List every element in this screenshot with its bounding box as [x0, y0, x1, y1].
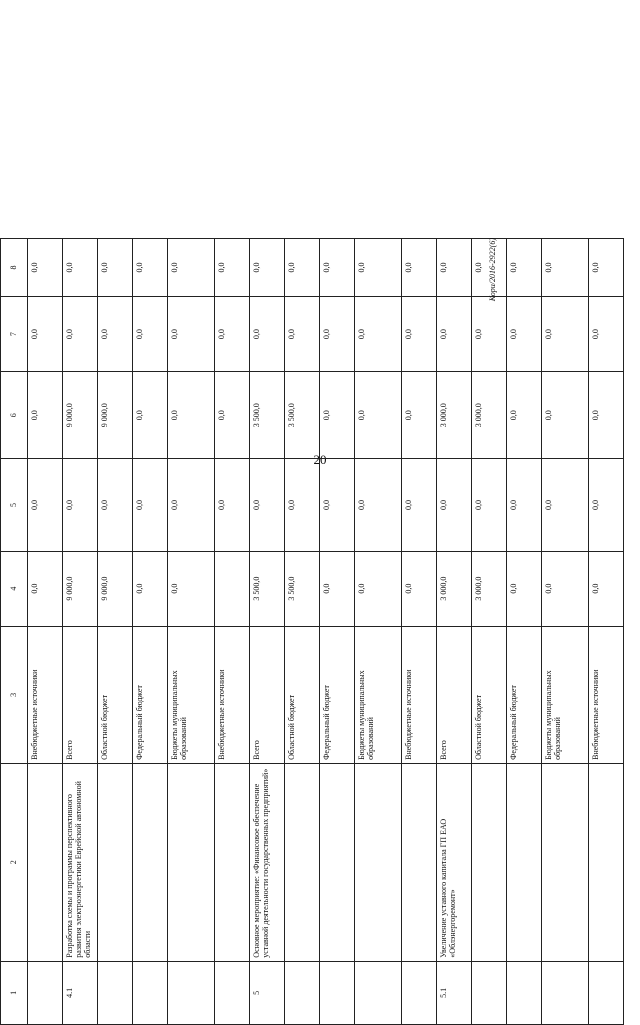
value-cell: 0,0 — [542, 239, 589, 297]
row-number-cell — [589, 961, 624, 1024]
table-row — [542, 239, 589, 1025]
value-cell: 0,0 — [250, 239, 285, 297]
value-cell: 0,0 — [250, 297, 285, 372]
header-cell: 1 — [1, 961, 28, 1024]
value-cell: 0,0 — [168, 297, 215, 372]
table-row — [98, 239, 133, 1025]
value-cell: 0,0 — [133, 551, 168, 626]
table-row — [215, 239, 250, 1025]
activity-name-cell — [98, 763, 133, 961]
table-body — [1, 239, 624, 1025]
value-cell: 0,0 — [507, 297, 542, 372]
header-cell: 6 — [1, 372, 28, 459]
activity-name-cell — [507, 763, 542, 961]
row-number-cell: 5 — [250, 961, 285, 1024]
value-cell: 0,0 — [28, 239, 63, 297]
row-number-cell — [507, 961, 542, 1024]
value-cell: 0,0 — [355, 551, 402, 626]
value-cell: 3 500,0 — [250, 551, 285, 626]
value-cell: 0,0 — [402, 551, 437, 626]
table-row — [437, 239, 472, 1025]
value-cell: 0,0 — [320, 372, 355, 459]
row-number-cell — [168, 961, 215, 1024]
value-cell: 0,0 — [168, 459, 215, 551]
row-number-cell — [98, 961, 133, 1024]
value-cell: 0,0 — [589, 239, 624, 297]
value-cell: 0,0 — [402, 297, 437, 372]
table-row — [355, 239, 402, 1025]
rotated-table-container — [0, 238, 600, 1025]
value-cell: 3 000,0 — [437, 372, 472, 459]
value-cell: 3 000,0 — [472, 372, 507, 459]
value-cell: 0,0 — [133, 372, 168, 459]
value-cell: 0,0 — [402, 459, 437, 551]
row-number-cell — [215, 961, 250, 1024]
table-row — [402, 239, 437, 1025]
table-row — [63, 239, 98, 1025]
table-row — [28, 239, 63, 1025]
value-cell: 0,0 — [402, 372, 437, 459]
value-cell: 0,0 — [285, 459, 320, 551]
page-number: 20 — [313, 452, 327, 467]
value-cell: 3 000,0 — [472, 551, 507, 626]
value-cell: 0,0 — [320, 551, 355, 626]
funding-source-cell: Областной бюджет — [472, 626, 507, 763]
value-cell: 0,0 — [589, 297, 624, 372]
value-cell: 0,0 — [285, 297, 320, 372]
row-number-cell: 5.1 — [437, 961, 472, 1024]
row-number-cell — [285, 961, 320, 1024]
funding-source-cell: Внебюджетные источники — [215, 626, 250, 763]
activity-name-cell — [472, 763, 507, 961]
row-number-cell — [542, 961, 589, 1024]
value-cell: 0,0 — [437, 459, 472, 551]
value-cell: 0,0 — [250, 459, 285, 551]
value-cell: 0,0 — [542, 459, 589, 551]
value-cell: 0,0 — [320, 239, 355, 297]
value-cell: 0,0 — [63, 239, 98, 297]
value-cell: 0,0 — [507, 239, 542, 297]
value-cell: 0,0 — [472, 239, 507, 297]
value-cell: 0,0 — [28, 372, 63, 459]
value-cell: 0,0 — [507, 551, 542, 626]
activity-name-cell — [355, 763, 402, 961]
value-cell: 0,0 — [133, 297, 168, 372]
value-cell: 0,0 — [168, 372, 215, 459]
header-cell: 3 — [1, 626, 28, 763]
value-cell: 0,0 — [355, 297, 402, 372]
funding-source-cell: Внебюджетные источники — [402, 626, 437, 763]
value-cell: 0,0 — [589, 459, 624, 551]
value-cell: 3 000,0 — [437, 551, 472, 626]
value-cell: 3 500,0 — [285, 551, 320, 626]
value-cell: 0,0 — [320, 459, 355, 551]
value-cell: 0,0 — [472, 459, 507, 551]
row-number-cell — [133, 961, 168, 1024]
activity-name-cell — [215, 763, 250, 961]
header-row — [1, 239, 28, 1025]
row-number-cell: 4.1 — [63, 961, 98, 1024]
value-cell: 0,0 — [402, 239, 437, 297]
value-cell: 9 000,0 — [63, 372, 98, 459]
value-cell: 0,0 — [28, 551, 63, 626]
funding-source-cell: Всего — [250, 626, 285, 763]
value-cell: 0,0 — [168, 239, 215, 297]
value-cell: 0,0 — [215, 459, 250, 551]
funding-source-cell: Всего — [63, 626, 98, 763]
funding-source-cell: Федеральный бюджет — [133, 626, 168, 763]
value-cell: 0,0 — [28, 297, 63, 372]
table-row — [507, 239, 542, 1025]
value-cell: 3 500,0 — [250, 372, 285, 459]
table-row — [472, 239, 507, 1025]
value-cell: 9 000,0 — [98, 551, 133, 626]
table-row — [285, 239, 320, 1025]
value-cell: 0,0 — [285, 239, 320, 297]
value-cell: 0,0 — [215, 239, 250, 297]
value-cell: 0,0 — [133, 459, 168, 551]
value-cell: 0,0 — [98, 297, 133, 372]
activity-name-cell: Основное мероприятие: «Финансовое обеспечение уставной деятельности государственных предприятий» — [250, 763, 285, 961]
value-cell: 0,0 — [133, 239, 168, 297]
value-cell: 0,0 — [63, 459, 98, 551]
activity-name-cell — [320, 763, 355, 961]
funding-source-cell: Федеральный бюджет — [507, 626, 542, 763]
value-cell: 9 000,0 — [98, 372, 133, 459]
value-cell: 0,0 — [320, 297, 355, 372]
header-cell: 2 — [1, 763, 28, 961]
table-row — [168, 239, 215, 1025]
value-cell — [215, 551, 250, 626]
value-cell: 0,0 — [542, 372, 589, 459]
value-cell: 0,0 — [589, 551, 624, 626]
funding-source-cell: Областной бюджет — [285, 626, 320, 763]
budget-table — [0, 238, 624, 1025]
header-cell: 5 — [1, 459, 28, 551]
value-cell: 0,0 — [168, 551, 215, 626]
header-cell: 4 — [1, 551, 28, 626]
activity-name-cell: Разработка схемы и программы перспективного развития электроэнергетики Еврейской автономной области — [63, 763, 98, 961]
funding-source-cell: Внебюджетные источники — [28, 626, 63, 763]
value-cell: 0,0 — [355, 459, 402, 551]
value-cell: 0,0 — [437, 239, 472, 297]
table-row — [589, 239, 624, 1025]
value-cell: 9 000,0 — [63, 551, 98, 626]
table-row — [133, 239, 168, 1025]
header-cell: 7 — [1, 297, 28, 372]
row-number-cell — [355, 961, 402, 1024]
funding-source-cell: Бюджеты муниципальных образований — [168, 626, 215, 763]
activity-name-cell — [542, 763, 589, 961]
activity-name-cell — [402, 763, 437, 961]
activity-name-cell — [28, 763, 63, 961]
value-cell: 0,0 — [215, 372, 250, 459]
row-number-cell — [402, 961, 437, 1024]
funding-source-cell: Федеральный бюджет — [320, 626, 355, 763]
funding-source-cell: Областной бюджет — [98, 626, 133, 763]
activity-name-cell: Увеличение уставного капитала ГП ЕАО «Облэнергоремонт» — [437, 763, 472, 961]
value-cell: 0,0 — [98, 239, 133, 297]
activity-name-cell — [133, 763, 168, 961]
value-cell: 0,0 — [472, 297, 507, 372]
value-cell: 0,0 — [355, 372, 402, 459]
table-row — [250, 239, 285, 1025]
value-cell: 0,0 — [542, 297, 589, 372]
header-cell: 8 — [1, 239, 28, 297]
funding-source-cell: Всего — [437, 626, 472, 763]
footer-reference: Кори/2016-2922(6) — [488, 238, 497, 302]
value-cell: 0,0 — [542, 551, 589, 626]
value-cell: 0,0 — [28, 459, 63, 551]
value-cell: 0,0 — [63, 297, 98, 372]
row-number-cell — [320, 961, 355, 1024]
activity-name-cell — [168, 763, 215, 961]
funding-source-cell: Бюджеты муниципальных образований — [542, 626, 589, 763]
value-cell: 0,0 — [98, 459, 133, 551]
value-cell: 3 500,0 — [285, 372, 320, 459]
activity-name-cell — [285, 763, 320, 961]
row-number-cell — [472, 961, 507, 1024]
value-cell: 0,0 — [355, 239, 402, 297]
value-cell: 0,0 — [437, 297, 472, 372]
funding-source-cell: Внебюджетные источники — [589, 626, 624, 763]
value-cell: 0,0 — [507, 372, 542, 459]
value-cell: 0,0 — [215, 297, 250, 372]
row-number-cell — [28, 961, 63, 1024]
table-row — [320, 239, 355, 1025]
value-cell: 0,0 — [507, 459, 542, 551]
funding-source-cell: Бюджеты муниципальных образований — [355, 626, 402, 763]
value-cell: 0,0 — [589, 372, 624, 459]
activity-name-cell — [589, 763, 624, 961]
